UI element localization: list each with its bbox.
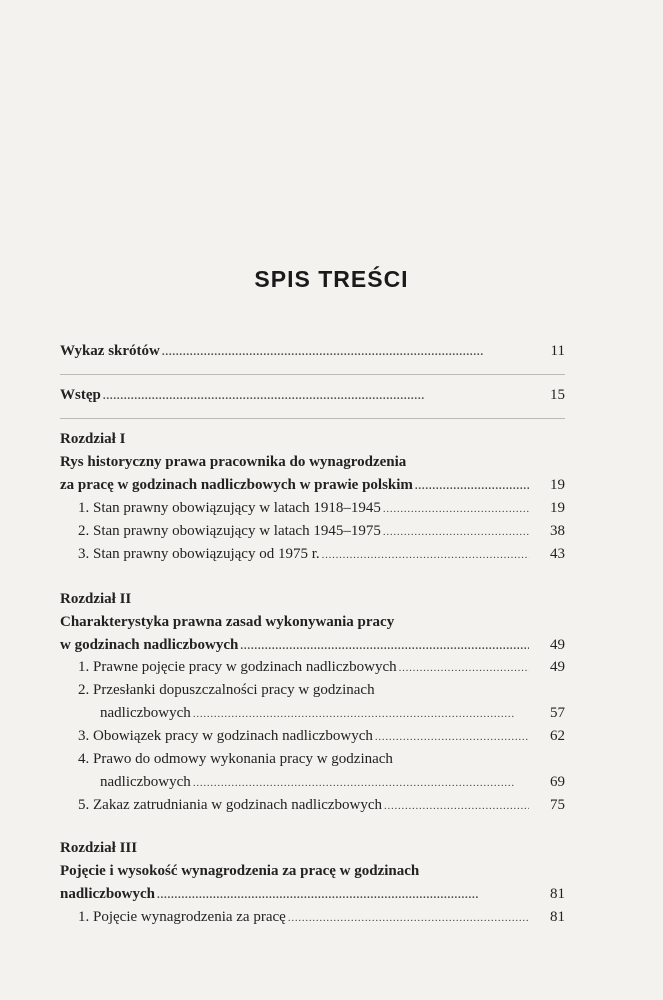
dot-leader (415, 475, 529, 497)
chapter-label: Rozdział I (60, 431, 126, 447)
chapter-title: Charakterystyka prawna zasad wykonywania pracy (60, 614, 395, 630)
page-number: 11 (550, 343, 565, 359)
toc-entry-text-cont: nadliczbowych (100, 774, 191, 790)
chapter-label: Rozdział II (60, 591, 132, 607)
toc-entry-text: 1. Pojęcie wynagrodzenia za pracę (78, 909, 286, 925)
chapter-title-cont: w godzinach nadliczbowych (60, 637, 239, 653)
chapter-title: Rys historyczny prawa pracownika do wynagrodzenia (60, 454, 407, 470)
dot-leader (384, 795, 529, 817)
page-number: 49 (550, 637, 565, 653)
toc-entry-text: 5. Zakaz zatrudniania w godzinach nadliczbowych (78, 797, 383, 813)
toc-entry-chapter-3[interactable] (60, 883, 565, 905)
dot-leader (193, 772, 529, 794)
chapter-title-cont: za pracę w godzinach nadliczbowych w prawie polskim (60, 477, 413, 493)
dot-leader (193, 703, 529, 725)
toc-subentry[interactable] (100, 771, 565, 793)
dot-leader (383, 521, 529, 543)
toc-subentry[interactable] (78, 520, 565, 542)
separator (60, 418, 565, 419)
dot-leader (157, 884, 529, 906)
dot-leader (383, 498, 529, 520)
toc-subentry-text: 2. Przesłanki dopuszczalności pracy w godzinach (78, 682, 375, 698)
page-number: 57 (550, 705, 565, 721)
dot-leader (162, 341, 529, 363)
toc-subentry[interactable] (78, 497, 565, 519)
chapter-title-cont: nadliczbowych (60, 886, 156, 902)
toc-entry-text: 3. Stan prawny obowiązujący od 1975 r. (78, 546, 320, 562)
toc-entry-text: 2. Stan prawny obowiązujący w latach 1945–1975 (78, 523, 381, 539)
toc-entry-wstep[interactable] (60, 384, 565, 406)
dot-leader (240, 635, 529, 657)
toc-entry-chapter-1[interactable] (60, 474, 565, 496)
chapter-title: Pojęcie i wysokość wynagrodzenia za pracę w godzinach (60, 863, 420, 879)
toc-subentry[interactable] (100, 702, 565, 724)
page-number: 15 (550, 387, 565, 403)
dot-leader (288, 907, 529, 929)
toc-subentry-text: 4. Prawo do odmowy wykonania pracy w godzinach (78, 751, 393, 767)
toc-entry-text: 3. Obowiązek pracy w godzinach nadliczbowych (78, 728, 373, 744)
dot-leader (103, 385, 529, 407)
dot-leader (375, 726, 529, 748)
page-number: 81 (550, 886, 565, 902)
toc-subentry[interactable] (78, 543, 565, 565)
page-number: 49 (550, 659, 565, 675)
page-number: 81 (550, 909, 565, 925)
page-number: 69 (550, 774, 565, 790)
page-number: 19 (550, 500, 565, 516)
toc-subentry[interactable] (78, 794, 565, 816)
page-title: SPIS TREŚCI (254, 266, 409, 292)
toc-subentry[interactable] (78, 906, 565, 928)
page-number: 62 (550, 728, 565, 744)
page-number: 43 (550, 546, 565, 562)
toc-entry-chapter-2[interactable] (60, 634, 565, 656)
toc-subentry[interactable] (78, 656, 565, 678)
toc-entry-text: 1. Stan prawny obowiązujący w latach 1918–1945 (78, 500, 381, 516)
dot-leader (322, 544, 529, 566)
chapter-label: Rozdział III (60, 840, 138, 856)
page-number: 75 (550, 797, 565, 813)
toc-subentry[interactable] (78, 725, 565, 747)
toc-entry-text: Wykaz skrótów (60, 343, 160, 359)
toc-entry-text: 1. Prawne pojęcie pracy w godzinach nadliczbowych (78, 659, 397, 675)
toc-entry-text: Wstęp (60, 387, 101, 403)
dot-leader (399, 657, 529, 679)
toc-entry-skroty[interactable] (60, 340, 565, 362)
page-number: 19 (550, 477, 565, 493)
separator (60, 374, 565, 375)
page-number: 38 (550, 523, 565, 539)
toc-entry-text-cont: nadliczbowych (100, 705, 191, 721)
